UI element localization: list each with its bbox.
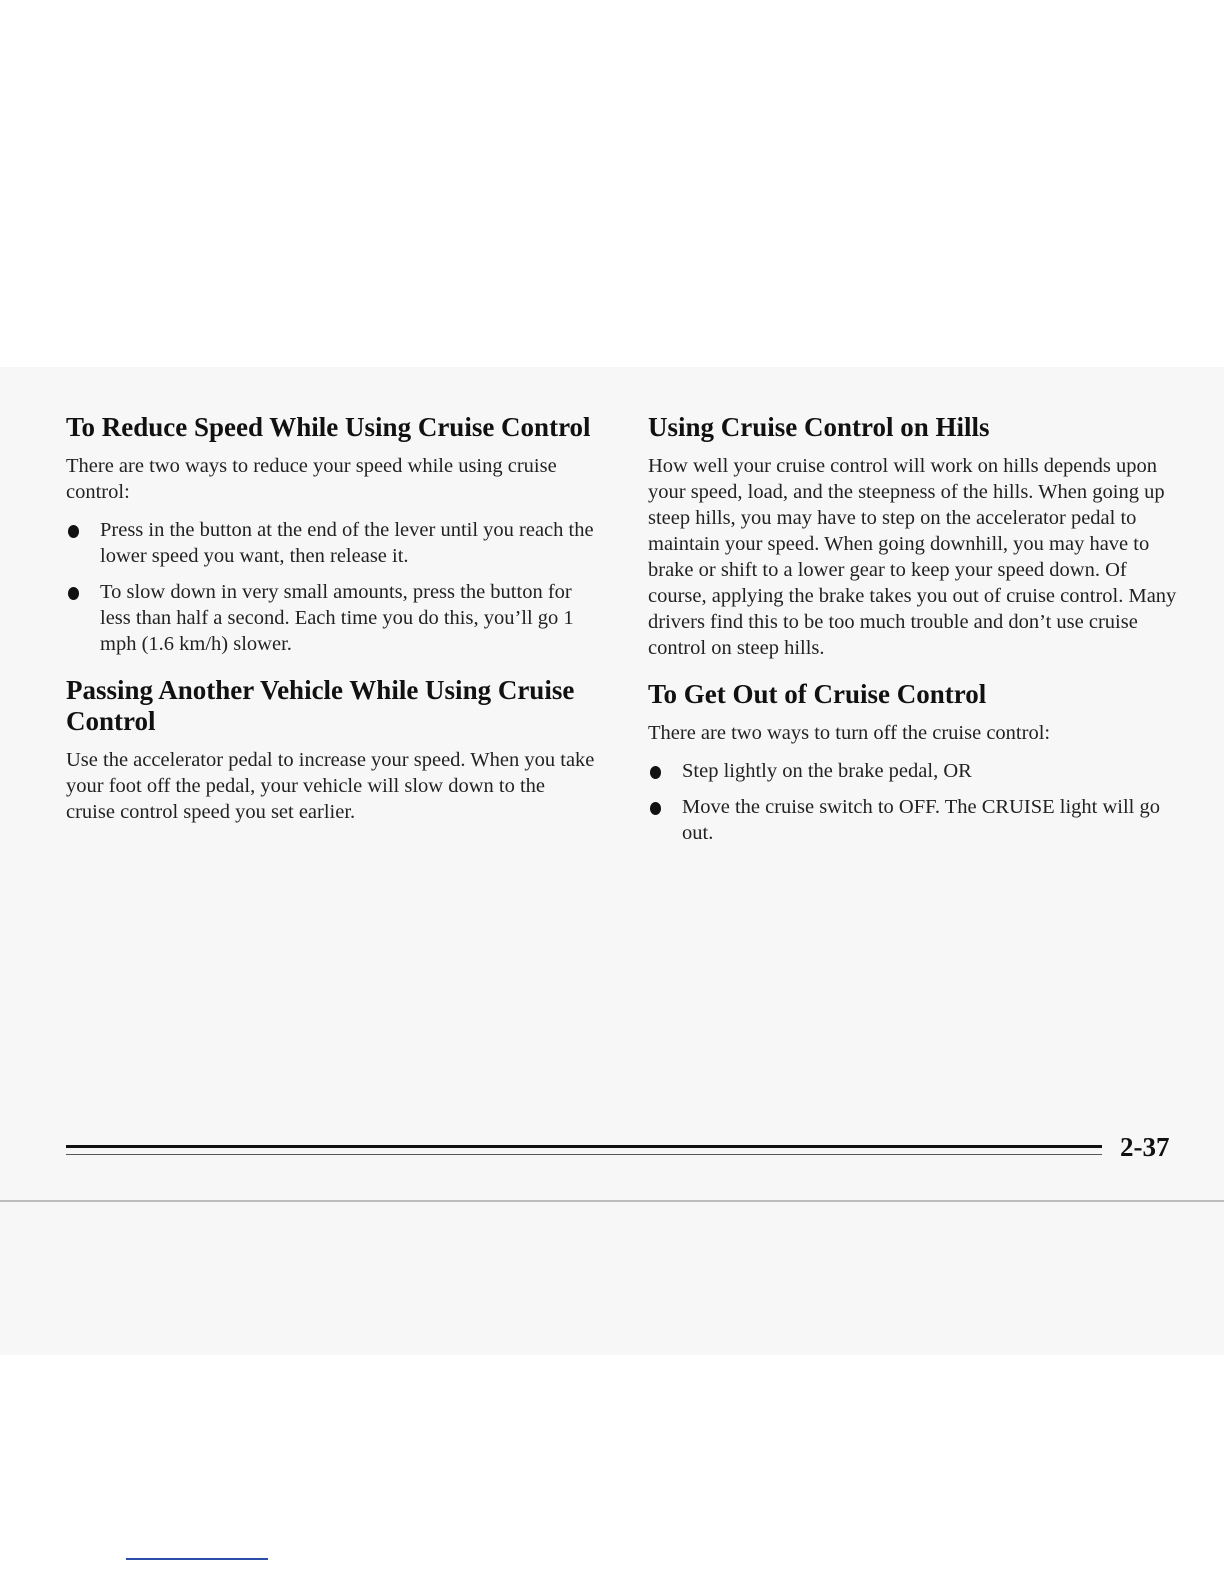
get-out-intro: There are two ways to turn off the cruise control: (648, 722, 1051, 744)
list-item-text: Press in the button at the end of the lever until you reach the lower speed you want, then release it. (100, 519, 594, 567)
list-item-text: To slow down in very small amounts, press the button for less than half a second. Each time you do this, you’ll go 1 mph (1.6 km/h) slower. (100, 581, 574, 655)
footer-rule (66, 1145, 1102, 1148)
reduce-speed-list (66, 517, 596, 657)
list-item (648, 794, 1188, 846)
hills-body: How well your cruise control will work on hills depends upon your speed, load, and the steepness of the hills. When going up steep hills, you may have to step on the accelerator pedal to maintain your speed. When going downhill, you may have to brake or shift to a lower gear to keep your speed down. Of course, applying the brake takes you out of cruise control. Many drivers find this to be too much trouble and don’t use cruise control on steep hills. (648, 455, 1177, 659)
corner-line (126, 1558, 268, 1560)
left-column (66, 412, 596, 837)
list-item (66, 517, 596, 569)
list-item (648, 758, 1188, 784)
right-column (648, 412, 1188, 858)
bullet-icon (68, 587, 79, 600)
list-item-text: Step lightly on the brake pedal, OR (682, 760, 972, 782)
section-heading-passing: Passing Another Vehicle While Using Cruise Control (66, 675, 575, 736)
bullet-icon (650, 802, 661, 815)
page-number: 2-37 (1120, 1132, 1170, 1162)
list-item-text: Move the cruise switch to OFF. The CRUISE light will go out. (682, 796, 1161, 844)
footer-rule-thin (66, 1154, 1102, 1155)
get-out-list (648, 758, 1188, 846)
passing-body: Use the accelerator pedal to increase your speed. When you take your foot off the pedal, your vehicle will slow down to the cruise control speed you set earlier. (66, 749, 595, 823)
list-item (66, 579, 596, 657)
reduce-speed-intro: There are two ways to reduce your speed while using cruise control: (66, 455, 557, 503)
bullet-icon (68, 525, 79, 538)
section-heading-reduce-speed: To Reduce Speed While Using Cruise Control (66, 412, 591, 442)
bullet-icon (650, 766, 661, 779)
page-divider (0, 1200, 1224, 1202)
section-heading-hills: Using Cruise Control on Hills (648, 412, 990, 442)
section-heading-get-out: To Get Out of Cruise Control (648, 679, 987, 709)
